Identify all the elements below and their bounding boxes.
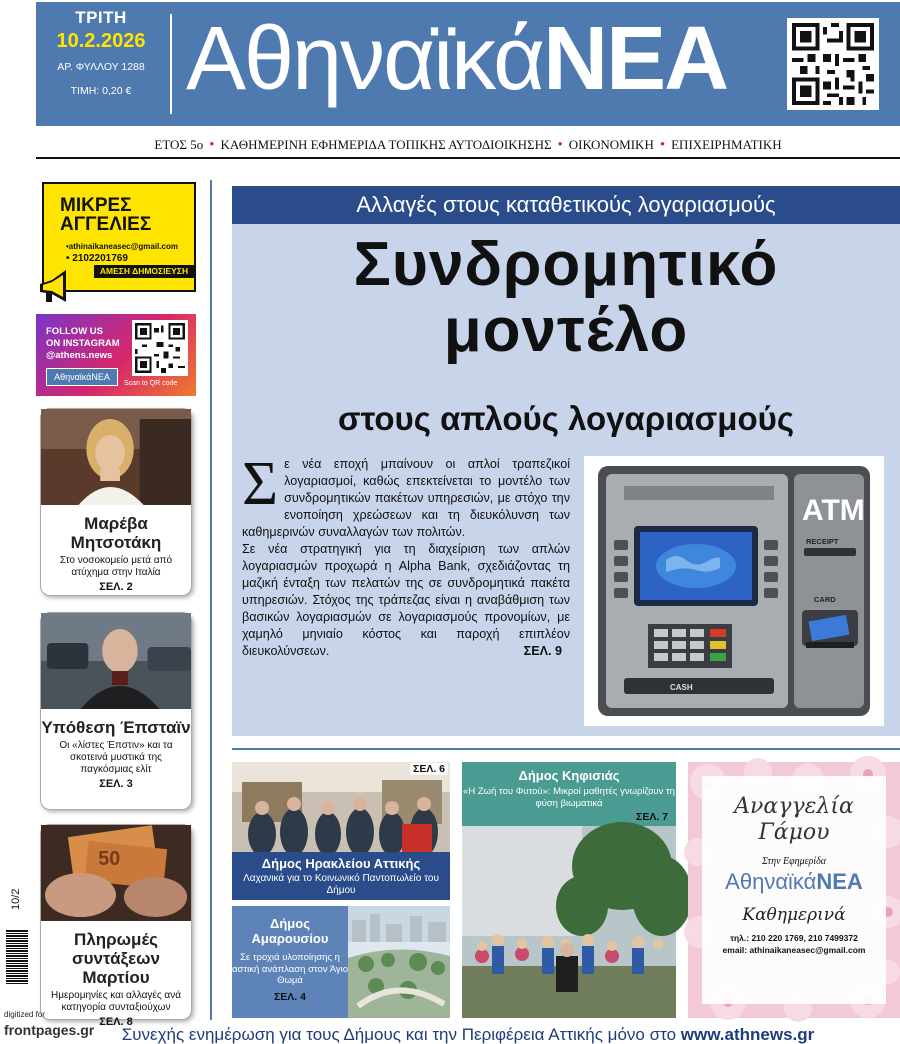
megaphone-icon: [36, 268, 76, 308]
photo-woman-portrait: [41, 409, 191, 505]
story-iraklio[interactable]: [232, 762, 450, 900]
photo-euro-banknotes: [41, 825, 191, 921]
marousi-caption: [232, 906, 348, 1018]
photo-man-portrait: [41, 613, 191, 709]
footer-text: Συνεχής ενημέρωση για τους Δήμους και την Περιφέρεια Αττικής μόνο στο: [121, 1025, 677, 1044]
wedding-daily: Καθημερινά: [742, 905, 846, 925]
tagline-description: ΚΑΘΗΜΕΡΙΝΗ ΕΦΗΜΕΡΙΔΑ ΤΟΠΙΚΗΣ ΑΥΤΟΔΙΟΙΚΗΣΗΣ: [220, 137, 552, 152]
instagram-text: FOLLOW US ON INSTAGRAM @athens.news: [46, 326, 120, 361]
wedding-title: Αναγγελία Γάμου: [734, 794, 854, 845]
issue-price: ΤΙΜΗ: 0,20 €: [70, 85, 132, 97]
kifisia-title: Δήμος Κηφισιάς: [518, 768, 620, 783]
marousi-title: Δήμος Αμαρουσίου: [251, 916, 329, 946]
main-story-page-ref[interactable]: ΣΕΛ. 9: [523, 644, 562, 658]
iraklio-desc: Λαχανικά για το Κοινωνικό Παντοπωλείο του Δήμου: [243, 873, 439, 896]
tagline-economic: ΟΙΚΟΝΟΜΙΚΗ: [568, 137, 654, 152]
ads-cta-label: ΑΜΕΣΗ ΔΗΜΟΣΙΕΥΣΗ: [94, 265, 194, 278]
atm-machine-image: [584, 456, 884, 726]
atm-card-label: CARD: [814, 595, 836, 604]
wedding-phone[interactable]: τηλ.: 210 220 1769, 210 7499372: [730, 933, 858, 943]
wedding-sub: Στην Εφημερίδα: [761, 856, 827, 867]
story-kifisia[interactable]: [462, 762, 676, 1018]
bullet-icon: •: [659, 137, 666, 153]
issue-date: 10.2.2026: [56, 30, 146, 52]
main-headline: Συνδρομητικό μοντέλο: [353, 230, 779, 365]
title-light-part: Αθηναϊκά: [186, 9, 544, 109]
card-page-ref[interactable]: ΣΕΛ. 8: [99, 1016, 133, 1028]
ads-phone[interactable]: • 2102201769: [66, 253, 128, 264]
drop-cap: Σ: [242, 450, 279, 518]
side-date-stamp: 10/2: [10, 888, 22, 910]
ads-email[interactable]: •athinaikaneasec@gmail.com: [66, 242, 178, 251]
footer-website-link[interactable]: www.athnews.gr: [680, 1025, 815, 1044]
sidebar-story-mareva[interactable]: [40, 408, 192, 596]
watermark-digitized: digitized for: [4, 1010, 45, 1019]
iraklio-title: Δήμος Ηρακλείου Αττικής: [261, 856, 421, 871]
atm-sign: ATM: [802, 494, 865, 527]
kifisia-caption: [462, 762, 676, 826]
instagram-qr-code[interactable]: [132, 320, 188, 376]
card-title: Μαρέβα Μητσοτάκη: [70, 514, 162, 552]
story-marousi[interactable]: [232, 906, 450, 1018]
main-subheadline: στους απλούς λογαριασμούς: [338, 400, 794, 437]
main-story[interactable]: [232, 224, 900, 736]
svg-text:50: 50: [98, 847, 121, 871]
atm-receipt-label: RECEIPT: [806, 537, 839, 546]
wedding-ad-panel: [702, 776, 886, 1004]
issue-number: ΑΡ. ΦΥΛΛΟΥ 1288: [57, 61, 145, 73]
kifisia-page-ref[interactable]: ΣΕΛ. 7: [636, 811, 668, 823]
card-description: Στο νοσοκομείο μετά από ατύχημα στην Ιταλία: [59, 555, 173, 578]
tagline-business: ΕΠΙΧΕΙΡΗΜΑΤΙΚΗ: [671, 137, 782, 152]
wedding-newspaper-logo: ΑθηναϊκάΝΕΑ: [725, 869, 863, 894]
newspaper-title[interactable]: [186, 4, 727, 114]
card-description: Ημερομηνίες και αλλαγές ανά κατηγορία συνταξιούχων: [51, 990, 181, 1013]
tagline: [36, 131, 900, 159]
bullet-icon: •: [209, 137, 215, 153]
iraklio-caption: [232, 852, 450, 900]
sidebar-story-pensions[interactable]: [40, 824, 192, 1028]
main-story-kicker: Αλλαγές στους καταθετικούς λογαριασμούς: [232, 186, 900, 224]
masthead-date-block: [36, 8, 166, 97]
card-page-ref[interactable]: ΣΕΛ. 3: [99, 778, 133, 790]
kifisia-desc: «Η Ζωή του Φυτού»: Μικροί μαθητές γνωρίζουν τη φύση βιωματικά: [463, 786, 675, 809]
column-divider: [210, 180, 212, 1020]
marousi-desc: Σε τροχιά υλοποίησης η αστική ανάπλαση στον Άγιο Θωμά: [232, 952, 349, 986]
scan-qr-label: Scan to QR code: [124, 380, 178, 387]
sidebar-story-epstein[interactable]: [40, 612, 192, 810]
wedding-announcement-ad[interactable]: [688, 762, 900, 1018]
ads-title: ΜΙΚΡΕΣ ΑΓΓΕΛΙΕΣ: [60, 195, 152, 235]
tagline-year: ΕΤΟΣ 5ο: [154, 137, 204, 152]
photo-volunteers: [232, 762, 450, 852]
section-divider: [232, 748, 900, 750]
card-page-ref[interactable]: ΣΕΛ. 2: [99, 581, 133, 593]
masthead-qr-code[interactable]: [787, 18, 879, 110]
wedding-email[interactable]: email: athinaikaneasec@gmail.com: [722, 945, 866, 955]
masthead-divider: [170, 14, 172, 114]
left-column: [36, 180, 202, 1030]
body-paragraph: Σε νέα στρατηγική για τη διαχείριση των απλών λογαριασμών προχωρά η Alpha Bank, σχεδιάζοντας τη μαζική ένταξη των πελατών της σε συνδρομητικά πακέτα υπηρεσιών. Στόχος της τράπεζας είναι η αναβάθμιση των βασικών λογαριασμών σε λογαριασμούς προνομίων, με χαμηλό μηνιαίο κόστος και παροχή επιπλέον διευκολύνσεων. ΣΕΛ. 9: [242, 542, 570, 658]
iraklio-page-ref[interactable]: ΣΕΛ. 6: [410, 763, 448, 775]
instagram-logo-badge: ΑθηναϊκάΝΕΑ: [46, 368, 118, 386]
instagram-promo[interactable]: [36, 314, 196, 396]
title-bold-part: ΝΕΑ: [543, 9, 728, 109]
main-story-body: [242, 450, 570, 660]
footer-banner: [36, 1026, 900, 1044]
card-title: Υπόθεση Έπσταϊν: [41, 718, 191, 737]
body-paragraph: ε νέα εποχή μπαίνουν οι απλοί τραπεζικοί λογαριασμοί, καθώς επεκτείνεται το μοντέλο των συνδρομητικών πακέτων υπηρεσιών, με στόχο την ενοποίηση χρεώσεων και τη διευκόλυνση των καθημερινών συναλλαγών των πολιτών.: [242, 457, 570, 539]
barcode: [6, 930, 28, 984]
masthead: [36, 2, 900, 126]
marousi-page-ref[interactable]: ΣΕΛ. 4: [274, 990, 306, 1003]
issue-day: ΤΡΙΤΗ: [75, 8, 127, 27]
photo-urban-rendering: [348, 906, 450, 1018]
card-title: Πληρωμές συντάξεων Μαρτίου: [72, 930, 160, 987]
card-description: Οι «λίστες Έπστιν» και τα σκοτεινά μυστικά της παγκόσμιας ελίτ: [59, 740, 173, 775]
bullet-icon: •: [557, 137, 563, 153]
watermark-site: frontpages.gr: [4, 1022, 95, 1038]
photo-school-children: [462, 826, 676, 1018]
atm-cash-label: CASH: [670, 683, 693, 692]
